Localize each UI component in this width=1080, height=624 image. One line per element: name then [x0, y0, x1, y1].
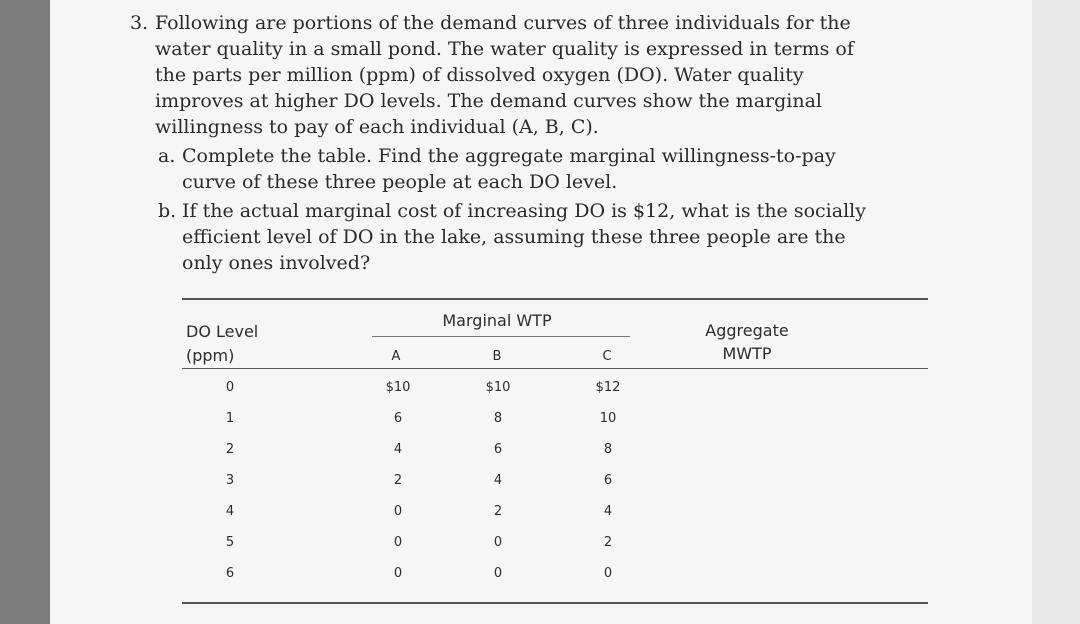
- problem-number: 3.: [130, 12, 149, 34]
- cell-c: 8: [603, 442, 613, 457]
- column-b-header: B: [492, 349, 502, 364]
- part-a: [130, 143, 890, 195]
- cell-c: 6: [603, 473, 613, 488]
- cell-c: 10: [599, 411, 617, 426]
- cell-c: $12: [595, 380, 621, 395]
- header-bottom-rule: [182, 368, 928, 369]
- cell-do-level: 0: [225, 380, 235, 395]
- cell-a: 6: [393, 411, 403, 426]
- cell-b: $10: [485, 380, 511, 395]
- cell-c: 0: [603, 566, 613, 581]
- cell-b: 2: [493, 504, 503, 519]
- aggregate-header: Aggregate: [705, 321, 789, 340]
- cell-do-level: 6: [225, 566, 235, 581]
- cell-a: 2: [393, 473, 403, 488]
- cell-do-level: 5: [225, 535, 235, 550]
- part-a-text: Complete the table. Find the aggregate marginal willingness-to-pay curve of these three people at each DO level.: [182, 145, 836, 193]
- textbook-page: [50, 0, 1032, 624]
- mwtp-header: MWTP: [722, 344, 772, 363]
- cell-a: 0: [393, 504, 403, 519]
- cell-a: 0: [393, 566, 403, 581]
- problem-3: [130, 10, 890, 276]
- cell-b: 6: [493, 442, 503, 457]
- right-margin-strip: [1032, 0, 1080, 624]
- cell-b: 4: [493, 473, 503, 488]
- column-a-header: A: [391, 349, 401, 364]
- marginal-wtp-header: Marginal WTP: [442, 311, 552, 330]
- do-level-header: DO Level: [186, 322, 259, 341]
- ppm-header: (ppm): [186, 346, 235, 365]
- cell-do-level: 2: [225, 442, 235, 457]
- cell-b: 0: [493, 566, 503, 581]
- part-b-letter: b.: [158, 200, 177, 222]
- cell-do-level: 1: [225, 411, 235, 426]
- cell-do-level: 3: [225, 473, 235, 488]
- column-c-header: C: [602, 349, 612, 364]
- cell-c: 2: [603, 535, 613, 550]
- cell-c: 4: [603, 504, 613, 519]
- problem-stem: Following are portions of the demand curves of three individuals for the water quality in a small pond. The water quality is expressed in terms of the parts per million (ppm) of dissolved oxygen (DO). Water quality improves at higher DO levels. The demand curves show the marginal willingness to pay of each individual (A, B, C).: [155, 12, 854, 138]
- part-a-letter: a.: [158, 145, 176, 167]
- cell-do-level: 4: [225, 504, 235, 519]
- group-header-rule: [372, 336, 630, 337]
- part-b-text: If the actual marginal cost of increasing DO is $12, what is the socially efficient level of DO in the lake, assuming these three people are the only ones involved?: [182, 200, 866, 274]
- table-bottom-rule: [182, 602, 928, 604]
- part-b: [130, 198, 890, 276]
- cell-a: 0: [393, 535, 403, 550]
- table-top-rule: [182, 298, 928, 300]
- left-margin-strip: [0, 0, 50, 624]
- cell-b: 8: [493, 411, 503, 426]
- cell-a: 4: [393, 442, 403, 457]
- cell-b: 0: [493, 535, 503, 550]
- cell-a: $10: [385, 380, 411, 395]
